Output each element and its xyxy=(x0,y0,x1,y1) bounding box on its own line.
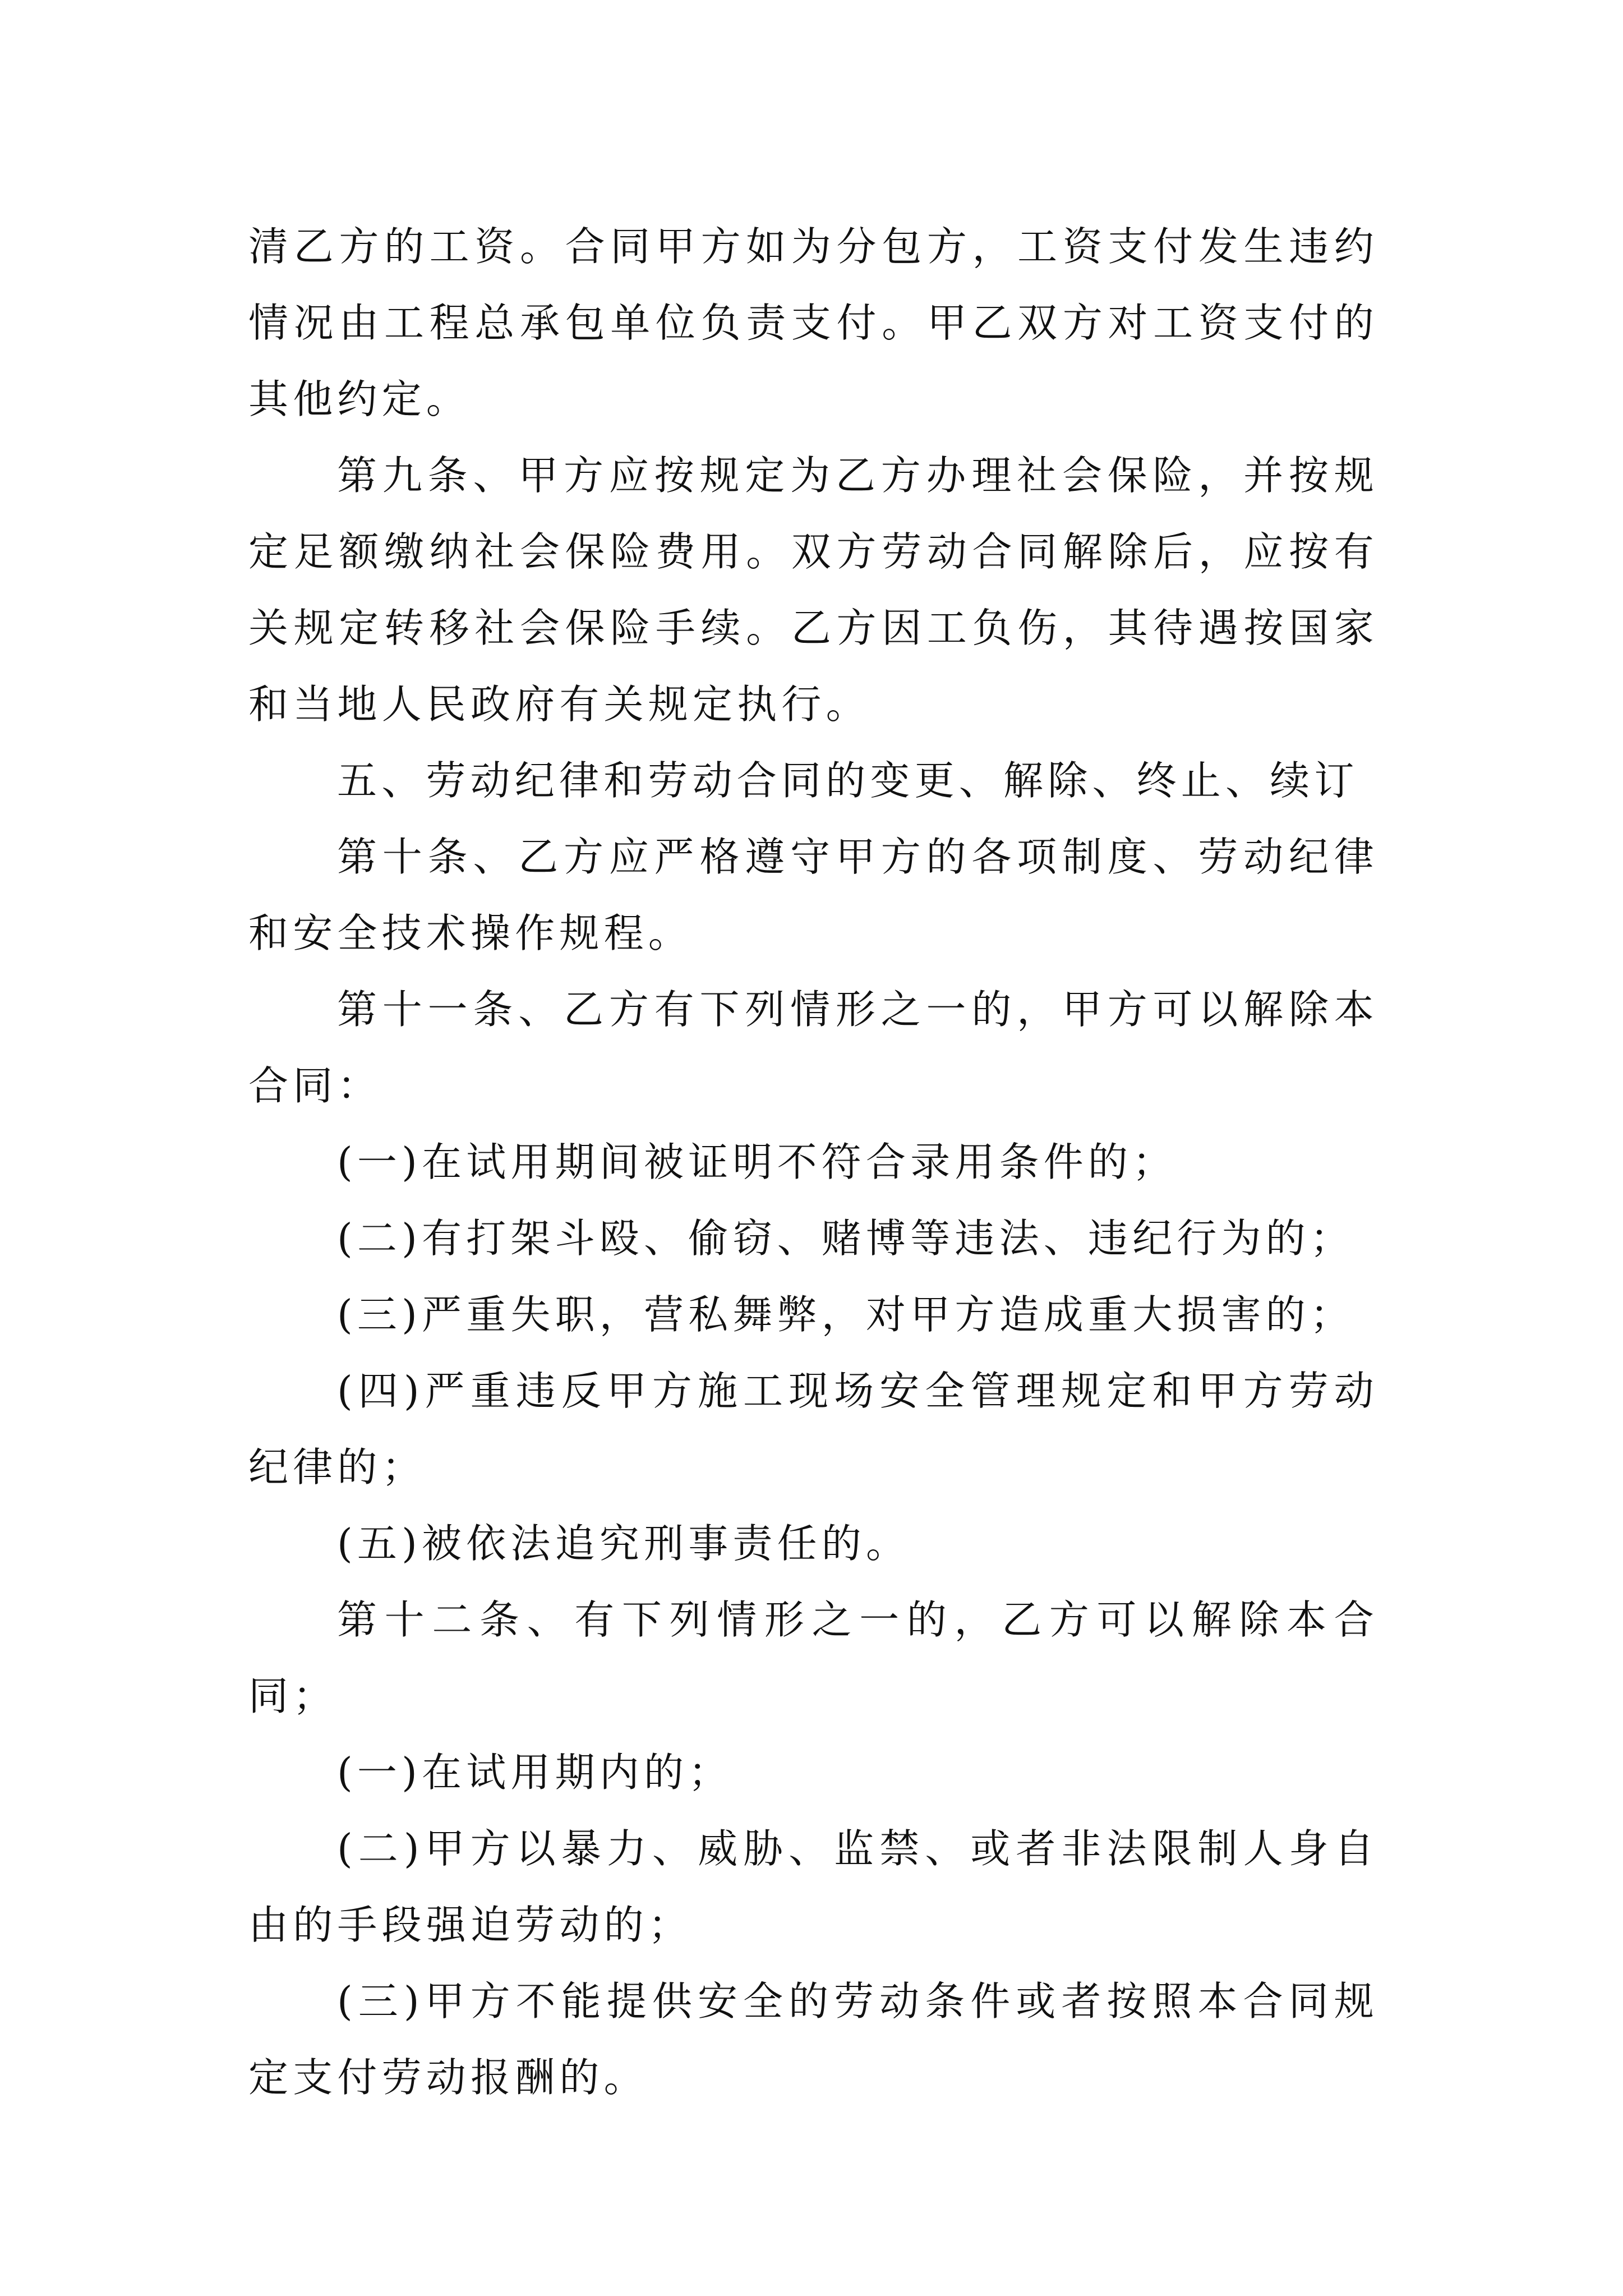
paragraph-article-9: 第九条、甲方应按规定为乙方办理社会保险，并按规定足额缴纳社会保险费用。双方劳动合同解除后，应按有关规定转移社会保险手续。乙方因工负伤，其待遇按国家和当地人民政府有关规定执行。 xyxy=(248,452,1378,728)
list-item-11-3: (三)严重失职，营私舞弊，对甲方造成重大损害的； xyxy=(337,1291,1355,1338)
list-item-11-2: (二)有打架斗殴、偷窃、赌博等违法、违纪行为的； xyxy=(337,1215,1355,1262)
list-item-12-1: (一)在试用期内的； xyxy=(337,1749,733,1796)
list-item-11-5: (五)被依法追究刑事责任的。 xyxy=(337,1520,911,1567)
list-item-12-2: (二)甲方以暴力、威胁、监禁、或者非法限制人身自由的手段强迫劳动的； xyxy=(248,1825,1378,1948)
section-heading-5: 五、劳动纪律和劳动合同的变更、解除、终止、续订 xyxy=(337,757,1359,804)
paragraph-wage-clause-continuation: 清乙方的工资。合同甲方如为分包方，工资支付发生违约情况由工程总承包单位负责支付。甲乙双方对工资支付的其他约定。 xyxy=(248,223,1378,422)
paragraph-article-11: 第十一条、乙方有下列情形之一的，甲方可以解除本合同： xyxy=(248,986,1378,1109)
paragraph-article-10: 第十条、乙方应严格遵守甲方的各项制度、劳动纪律和安全技术操作规程。 xyxy=(248,834,1378,956)
list-item-11-1: (一)在试用期间被证明不符合录用条件的； xyxy=(337,1139,1177,1185)
paragraph-article-12: 第十二条、有下列情形之一的，乙方可以解除本合同； xyxy=(248,1596,1378,1719)
list-item-11-4: (四)严重违反甲方施工现场安全管理规定和甲方劳动纪律的； xyxy=(248,1368,1378,1490)
list-item-12-3: (三)甲方不能提供安全的劳动条件或者按照本合同规定支付劳动报酬的。 xyxy=(248,1978,1378,2101)
document-body xyxy=(248,209,1378,2116)
